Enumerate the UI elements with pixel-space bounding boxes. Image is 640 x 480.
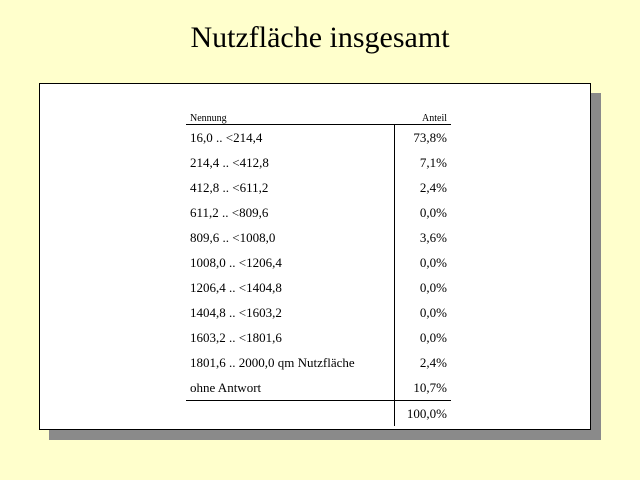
row-label: 214,4 .. <412,8	[190, 154, 269, 170]
row-value: 0,0%	[395, 300, 452, 325]
table-row	[186, 300, 451, 325]
row-value: 0,0%	[395, 250, 452, 275]
row-label: 1603,2 .. <1801,6	[190, 329, 282, 345]
row-label: 1801,6 .. 2000,0 qm Nutzfläche	[190, 354, 355, 370]
total-label	[186, 401, 395, 427]
column-header-nennung: Nennung	[186, 104, 395, 125]
row-label: 16,0 .. <214,4	[190, 129, 263, 145]
row-label: 1008,0 .. <1206,4	[190, 254, 282, 270]
table-row	[186, 275, 451, 300]
table-row	[186, 125, 451, 151]
row-value: 7,1%	[395, 150, 452, 175]
total-row	[186, 401, 451, 427]
row-value: 0,0%	[395, 325, 452, 350]
row-label: 611,2 .. <809,6	[190, 204, 269, 220]
row-value: 2,4%	[395, 175, 452, 200]
row-value: 73,8%	[395, 125, 452, 151]
slide-title: Nutzfläche insgesamt	[190, 21, 450, 54]
row-value: 2,4%	[395, 350, 452, 375]
table-row	[186, 250, 451, 275]
row-label: ohne Antwort	[186, 375, 395, 401]
table-row	[186, 200, 451, 225]
table-row	[186, 225, 451, 250]
total-value: 100,0%	[395, 401, 452, 427]
row-label: 1206,4 .. <1404,8	[190, 279, 282, 295]
row-label: 1404,8 .. <1603,2	[190, 304, 282, 320]
row-value: 10,7%	[395, 375, 452, 401]
row-label: 412,8 .. <611,2	[190, 179, 269, 195]
row-value: 0,0%	[395, 275, 452, 300]
table-row	[186, 150, 451, 175]
table-row	[186, 175, 451, 200]
row-label: 809,6 .. <1008,0	[190, 229, 276, 245]
column-header-anteil: Anteil	[395, 104, 452, 125]
table-row	[186, 350, 451, 375]
table-row	[186, 375, 451, 401]
row-value: 0,0%	[395, 200, 452, 225]
row-value: 3,6%	[395, 225, 452, 250]
distribution-table	[186, 104, 451, 426]
table-header-row	[186, 104, 451, 125]
table-row	[186, 325, 451, 350]
table-panel	[39, 83, 591, 430]
